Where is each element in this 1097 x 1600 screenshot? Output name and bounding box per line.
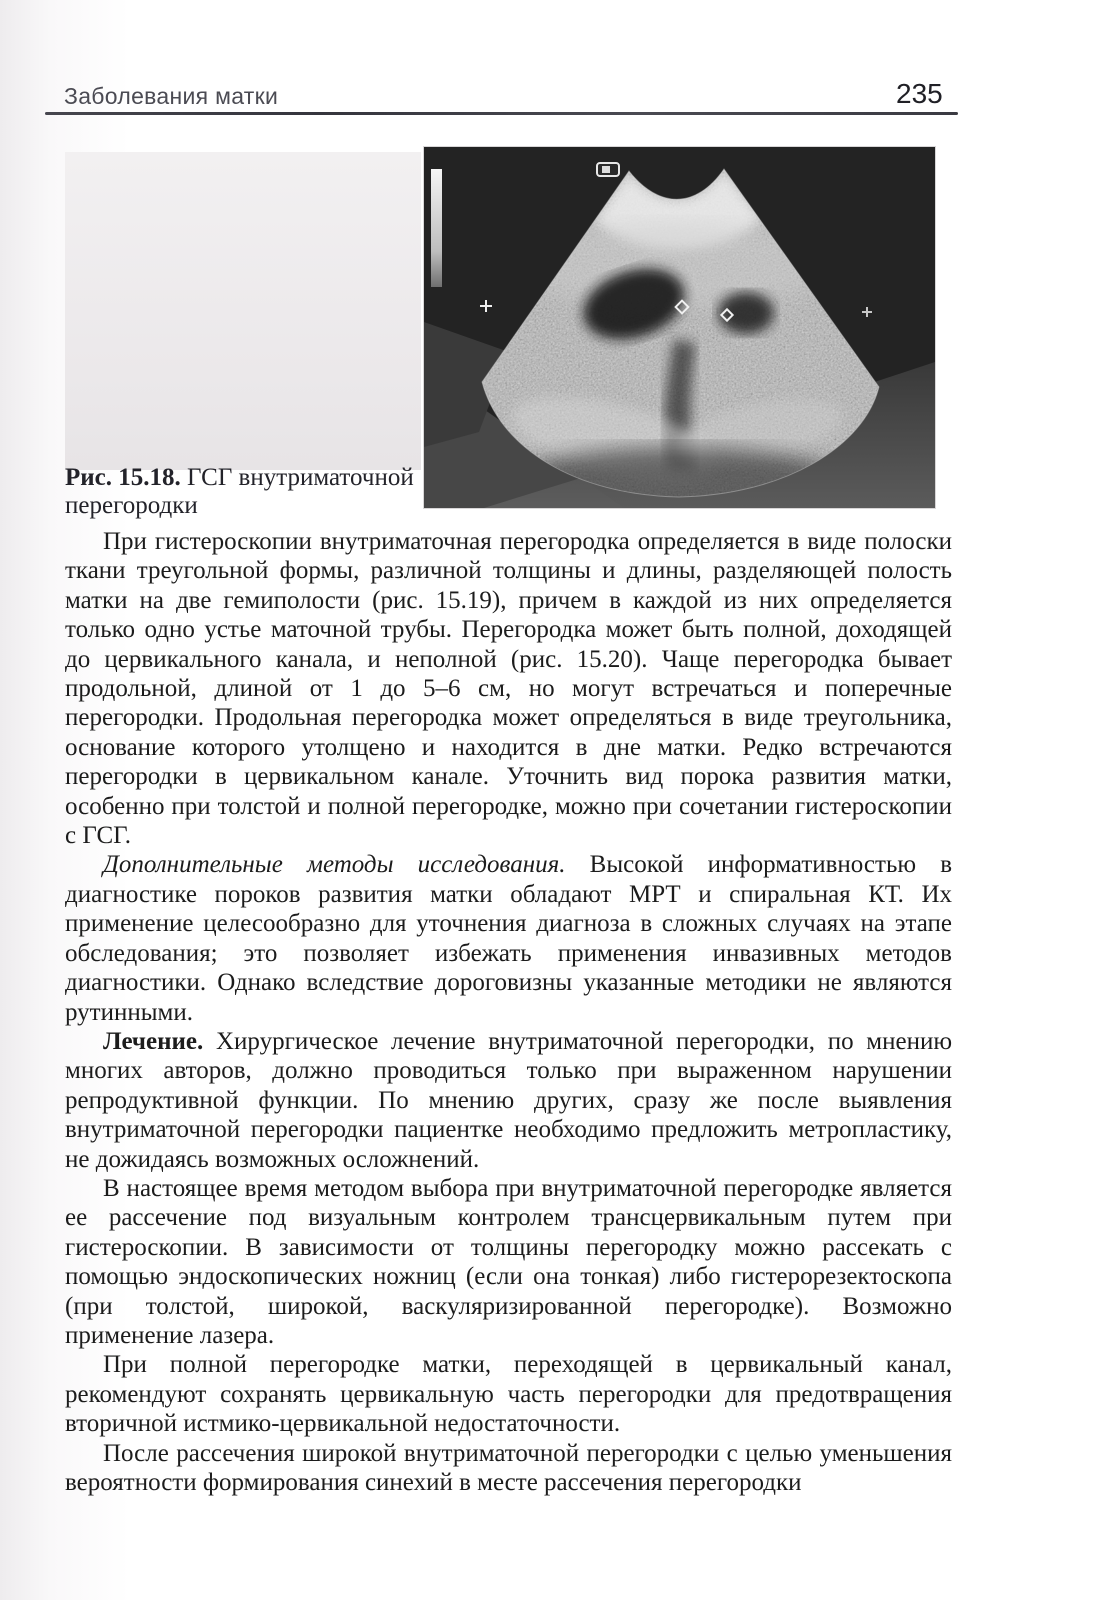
figure-photo-margin bbox=[65, 152, 421, 470]
page-number: 235 bbox=[896, 78, 943, 109]
figure-caption-text: ГСГ внутриматочной перегородки bbox=[65, 464, 414, 519]
hemicavity-right bbox=[718, 292, 774, 334]
body-paragraph: После рассечения широкой внутриматочной перегородки с целью уменьшения вероятности формирования синехий в месте рассечения перегородки bbox=[65, 1439, 952, 1496]
body-paragraph: Лечение. Хирургическое лечение внутриматочной перегородки, по мнению многих авторов, должно проводиться только при выраженном нарушении репродуктивной функции. По мнению других, сразу же после выявления внутриматочной перегородки пациентке необходимо предложить метропластику, не дожидаясь возможных осложнений. bbox=[65, 1027, 952, 1173]
paragraph-lead: Лечение. bbox=[103, 1027, 204, 1055]
body-paragraph: В настоящее время методом выбора при внутриматочной перегородке является ее рассечение под визуальным контролем трансцервикальным путем при гистероскопии. В зависимости от толщины перегородку можно рассекать с помощью эндоскопических ножниц (если она тонкая) либо гистерорезектоскопа (при толстой, широкой, васкуляризированной перегородке). Возможно применение лазера. bbox=[65, 1174, 952, 1349]
body-text bbox=[65, 527, 952, 1497]
paragraph-lead: Дополнительные методы исследования. bbox=[103, 851, 566, 879]
running-header-title: Заболевания матки bbox=[64, 83, 279, 109]
header-rule bbox=[45, 112, 958, 115]
ultrasound-scan-graphic bbox=[424, 147, 935, 508]
figure-caption-label: Рис. 15.18. bbox=[65, 464, 181, 491]
body-paragraph: Дополнительные методы исследования. Высокой информативностью в диагностике пороков развития матки обладают МРТ и спиральная КТ. Их применение целесообразно для уточнения диагноза в сложных случаях на этапе обследования; это позволяет избежать применения инвазивных методов диагностики. Однако вследствие дороговизны указанные методики не являются рутинными. bbox=[65, 851, 953, 1026]
grayscale-bar-icon bbox=[431, 169, 442, 287]
figure-ultrasound-image bbox=[424, 147, 935, 508]
figure-caption bbox=[65, 464, 455, 520]
body-paragraph: При гистероскопии внутриматочная перегородка определяется в виде полоски ткани треугольной формы, различной толщины и длины, разделяющей полость матки на две гемиполости (рис. 15.19), причем в каждой из них определяется только одно устье маточной трубы. Перегородка может быть полной, доходящей до цервикального канала, и неполной (рис. 15.20). Чаще перегородка бывает продольной, длиной от 1 до 5–6 см, но могут встречаться и поперечные перегородки. Продольная перегородка может определяться в виде треугольника, основание которого утолщено и находится в дне матки. Редко встречаются перегородки в цервикальном канале. Уточнить вид порока развития матки, особенно при толстой и полной перегородке, можно при сочетании гистероскопии с ГСГ. bbox=[65, 528, 952, 850]
body-paragraph: При полной перегородке матки, переходящей в цервикальный канал, рекомендуют сохранять цервикальную часть перегородки для предотвращения вторичной истмико-цервикальной недостаточности. bbox=[65, 1351, 952, 1438]
orientation-marker-icon bbox=[597, 163, 619, 176]
